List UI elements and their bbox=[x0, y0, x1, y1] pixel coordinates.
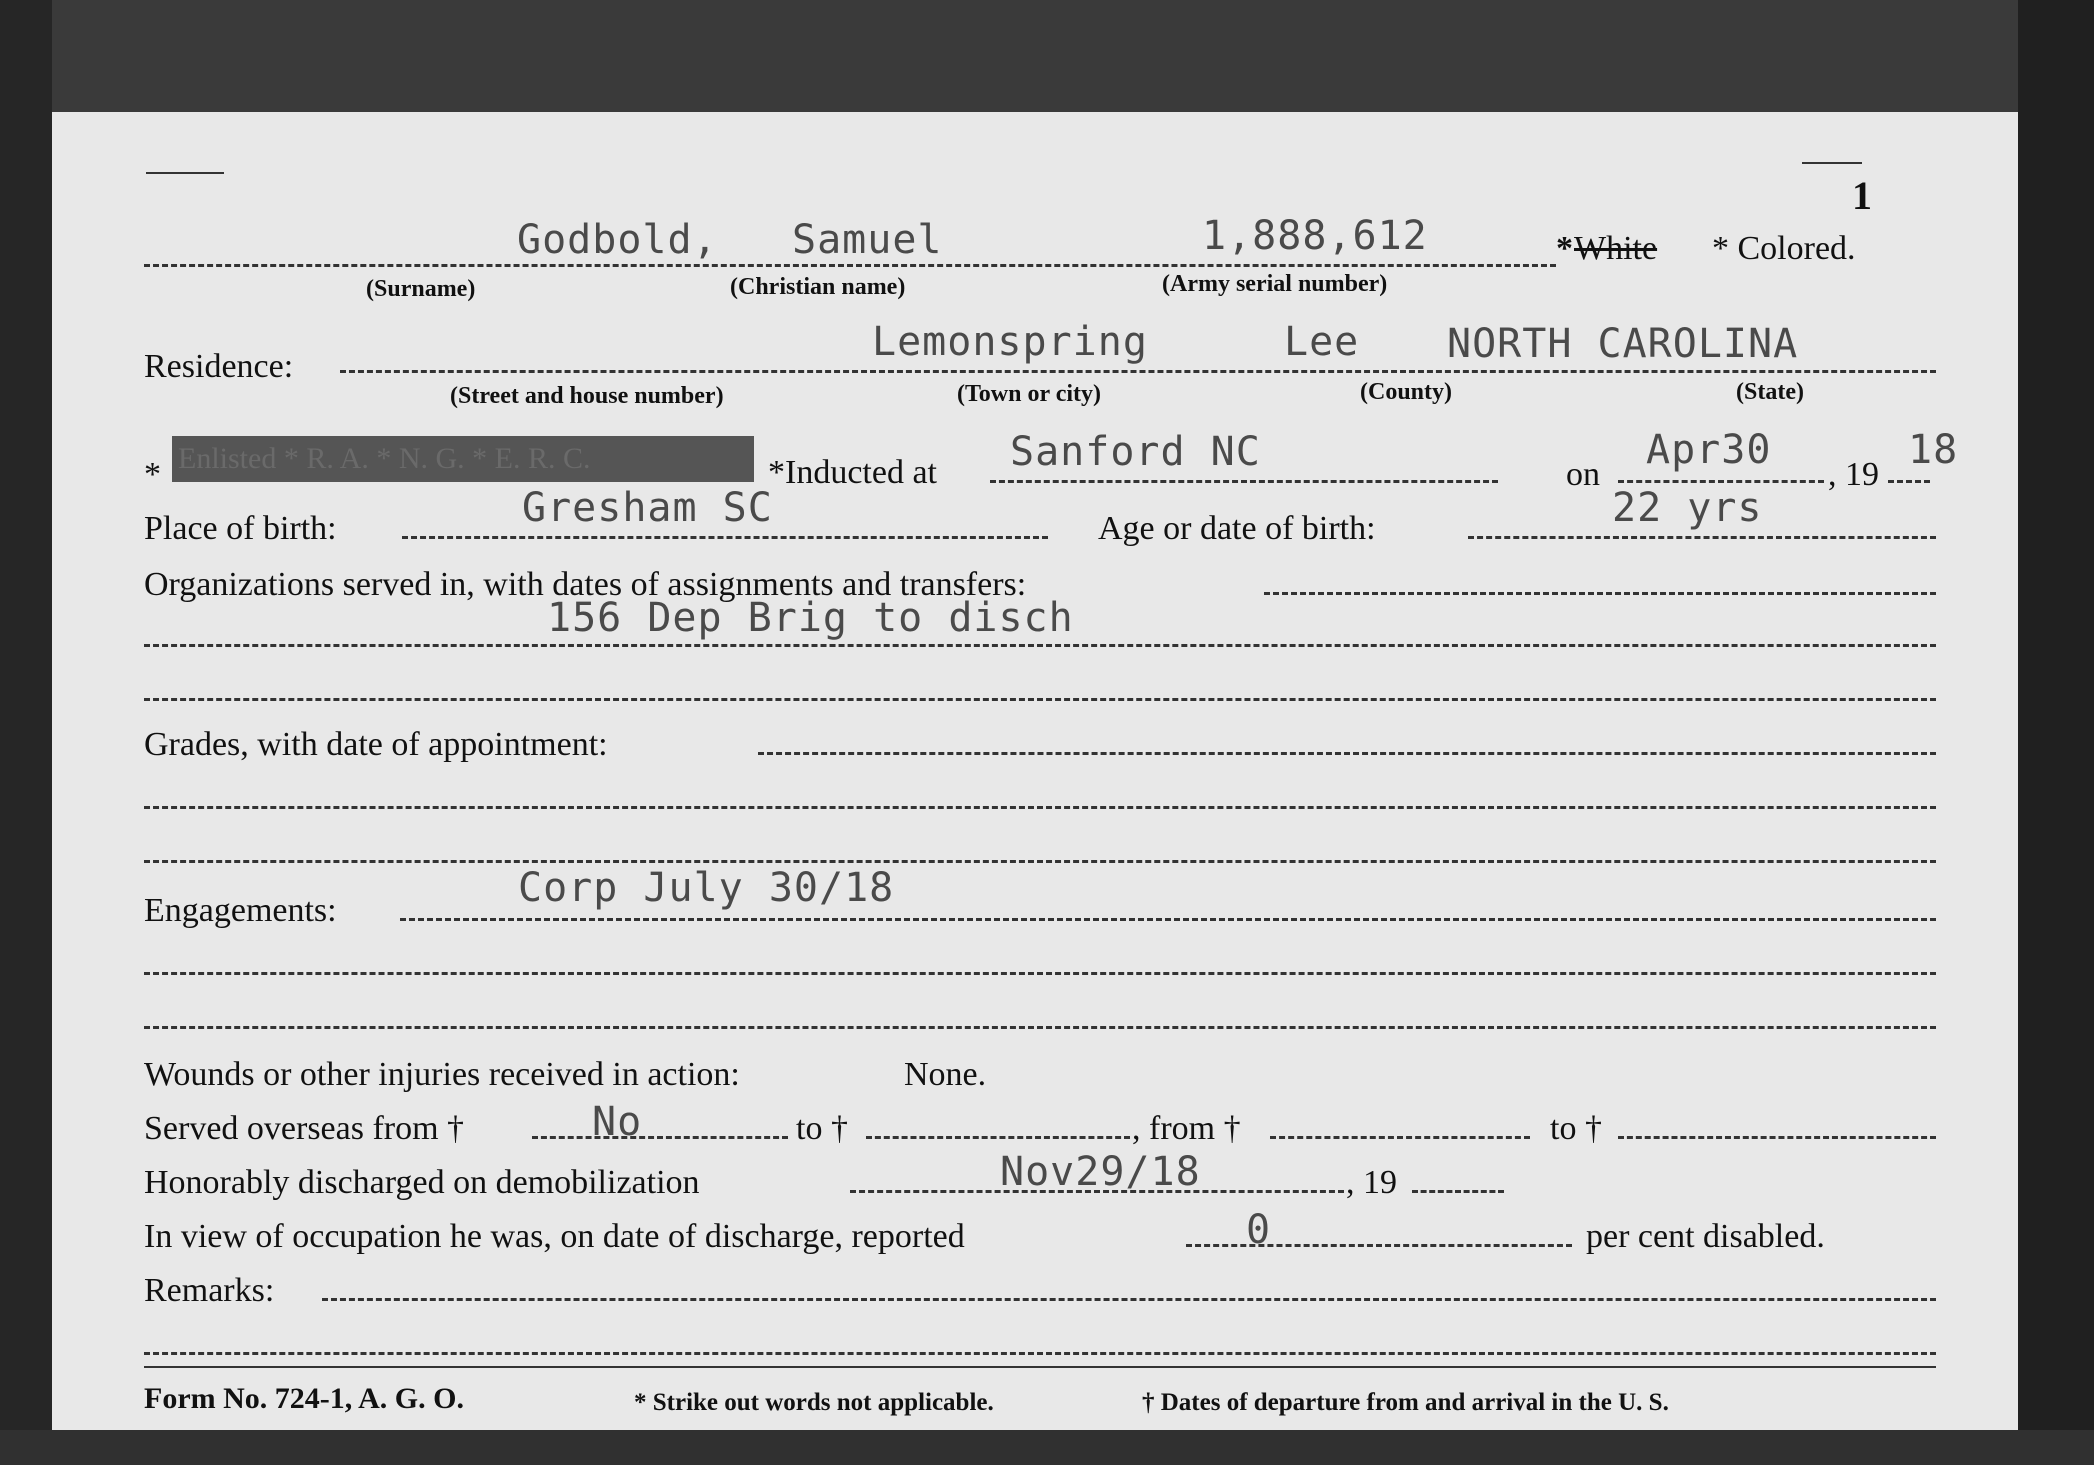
overseas-from-line bbox=[532, 1136, 788, 1139]
served-overseas-label: Served overseas from † bbox=[144, 1110, 465, 1147]
overseas-from-line-2 bbox=[1270, 1136, 1530, 1139]
surname-value: Godbold, bbox=[517, 217, 718, 263]
age-label: Age or date of birth: bbox=[1098, 510, 1376, 547]
caption-christian-name: (Christian name) bbox=[730, 274, 906, 300]
remarks-line-2 bbox=[144, 1352, 1936, 1355]
residence-line bbox=[340, 370, 1936, 373]
engagements-line-3 bbox=[144, 1026, 1936, 1029]
disability-suffix: per cent disabled. bbox=[1586, 1218, 1825, 1255]
form-number: Form No. 724-1, A. G. O. bbox=[144, 1382, 464, 1415]
caption-town: (Town or city) bbox=[957, 381, 1101, 407]
grades-line-3 bbox=[144, 860, 1936, 863]
grades-line-1 bbox=[758, 752, 1936, 755]
residence-state-value: NORTH CAROLINA bbox=[1447, 321, 1799, 367]
overseas-to-line-2 bbox=[1618, 1136, 1936, 1139]
wounds-value: None. bbox=[904, 1056, 987, 1093]
disability-value: 0 bbox=[1246, 1207, 1272, 1253]
grades-value: Corp July 30/18 bbox=[518, 865, 895, 911]
discharge-year-line bbox=[1412, 1190, 1504, 1193]
place-of-birth-value: Gresham SC bbox=[522, 485, 773, 531]
induction-date-line bbox=[1618, 480, 1824, 483]
top-left-rule bbox=[146, 172, 224, 174]
remarks-line-1 bbox=[322, 1298, 1936, 1301]
residence-county-value: Lee bbox=[1284, 319, 1360, 365]
age-value: 22 yrs bbox=[1612, 485, 1763, 531]
on-label: on bbox=[1566, 456, 1600, 493]
caption-state: (State) bbox=[1736, 379, 1804, 405]
inducted-label: *Inducted at bbox=[768, 454, 937, 491]
engagements-label: Engagements: bbox=[144, 892, 337, 929]
organizations-line-2 bbox=[144, 644, 1936, 647]
dates-note: † Dates of departure from and arrival in the U. S. bbox=[1142, 1389, 1669, 1416]
scan-background-right bbox=[2018, 0, 2094, 1465]
induction-year-line bbox=[1888, 480, 1930, 483]
induction-year-prefix: , 19 bbox=[1828, 456, 1879, 493]
organizations-line-1 bbox=[1264, 592, 1936, 595]
engagements-line-1 bbox=[400, 918, 1936, 921]
race-star: * bbox=[1556, 230, 1573, 267]
age-line bbox=[1468, 536, 1936, 539]
place-of-birth-line bbox=[402, 536, 1048, 539]
remarks-label: Remarks: bbox=[144, 1272, 275, 1309]
footer-rule bbox=[144, 1366, 1936, 1368]
organizations-value: 156 Dep Brig to disch bbox=[547, 595, 1074, 641]
card-number: 1 bbox=[1852, 173, 1872, 218]
caption-street: (Street and house number) bbox=[450, 383, 724, 409]
induction-date-value: Apr30 bbox=[1646, 427, 1772, 473]
caption-county: (County) bbox=[1360, 379, 1453, 405]
white-struck-label: White bbox=[1574, 230, 1658, 267]
caption-serial: (Army serial number) bbox=[1162, 271, 1388, 297]
caption-surname: (Surname) bbox=[366, 276, 476, 302]
disability-label: In view of occupation he was, on date of discharge, reported bbox=[144, 1218, 965, 1255]
enlisted-redacted-block: Enlisted * R. A. * N. G. * E. R. C. bbox=[172, 436, 754, 482]
grades-line-2 bbox=[144, 806, 1936, 809]
overseas-from-label-2: , from † bbox=[1132, 1110, 1241, 1147]
top-right-rule bbox=[1802, 162, 1862, 164]
scan-background-bottom bbox=[0, 1430, 2094, 1465]
discharge-year-prefix: , 19 bbox=[1346, 1164, 1397, 1201]
scan-background-left bbox=[0, 0, 52, 1465]
overseas-to-label-1: to † bbox=[796, 1110, 848, 1147]
residence-label: Residence: bbox=[144, 348, 294, 385]
overseas-to-line-1 bbox=[866, 1136, 1130, 1139]
scan-background-top bbox=[0, 0, 2094, 112]
overseas-to-label-2: to † bbox=[1550, 1110, 1602, 1147]
residence-town-value: Lemonspring bbox=[872, 319, 1148, 365]
grades-label: Grades, with date of appointment: bbox=[144, 726, 608, 763]
induction-year-value: 18 bbox=[1908, 427, 1959, 473]
disability-line bbox=[1186, 1244, 1572, 1247]
strike-out-note: * Strike out words not applicable. bbox=[634, 1389, 994, 1416]
inducted-place-value: Sanford NC bbox=[1010, 429, 1261, 475]
served-overseas-from-value: No bbox=[592, 1099, 643, 1145]
service-record-card bbox=[52, 112, 2018, 1430]
name-line bbox=[144, 264, 1556, 267]
colored-label: * Colored. bbox=[1712, 230, 1856, 267]
engagements-line-2 bbox=[144, 972, 1936, 975]
organizations-line-3 bbox=[144, 698, 1936, 701]
discharge-date-value: Nov29/18 bbox=[1000, 1149, 1201, 1195]
discharge-date-line bbox=[850, 1190, 1344, 1193]
inducted-place-line bbox=[990, 480, 1498, 483]
enlisted-star: * bbox=[144, 456, 161, 493]
christian-name-value: Samuel bbox=[792, 217, 943, 263]
serial-number-value: 1,888,612 bbox=[1202, 213, 1428, 259]
organizations-label: Organizations served in, with dates of assignments and transfers: bbox=[144, 566, 1027, 603]
place-of-birth-label: Place of birth: bbox=[144, 510, 337, 547]
wounds-label: Wounds or other injuries received in action: bbox=[144, 1056, 740, 1093]
discharge-label: Honorably discharged on demobilization bbox=[144, 1164, 700, 1201]
